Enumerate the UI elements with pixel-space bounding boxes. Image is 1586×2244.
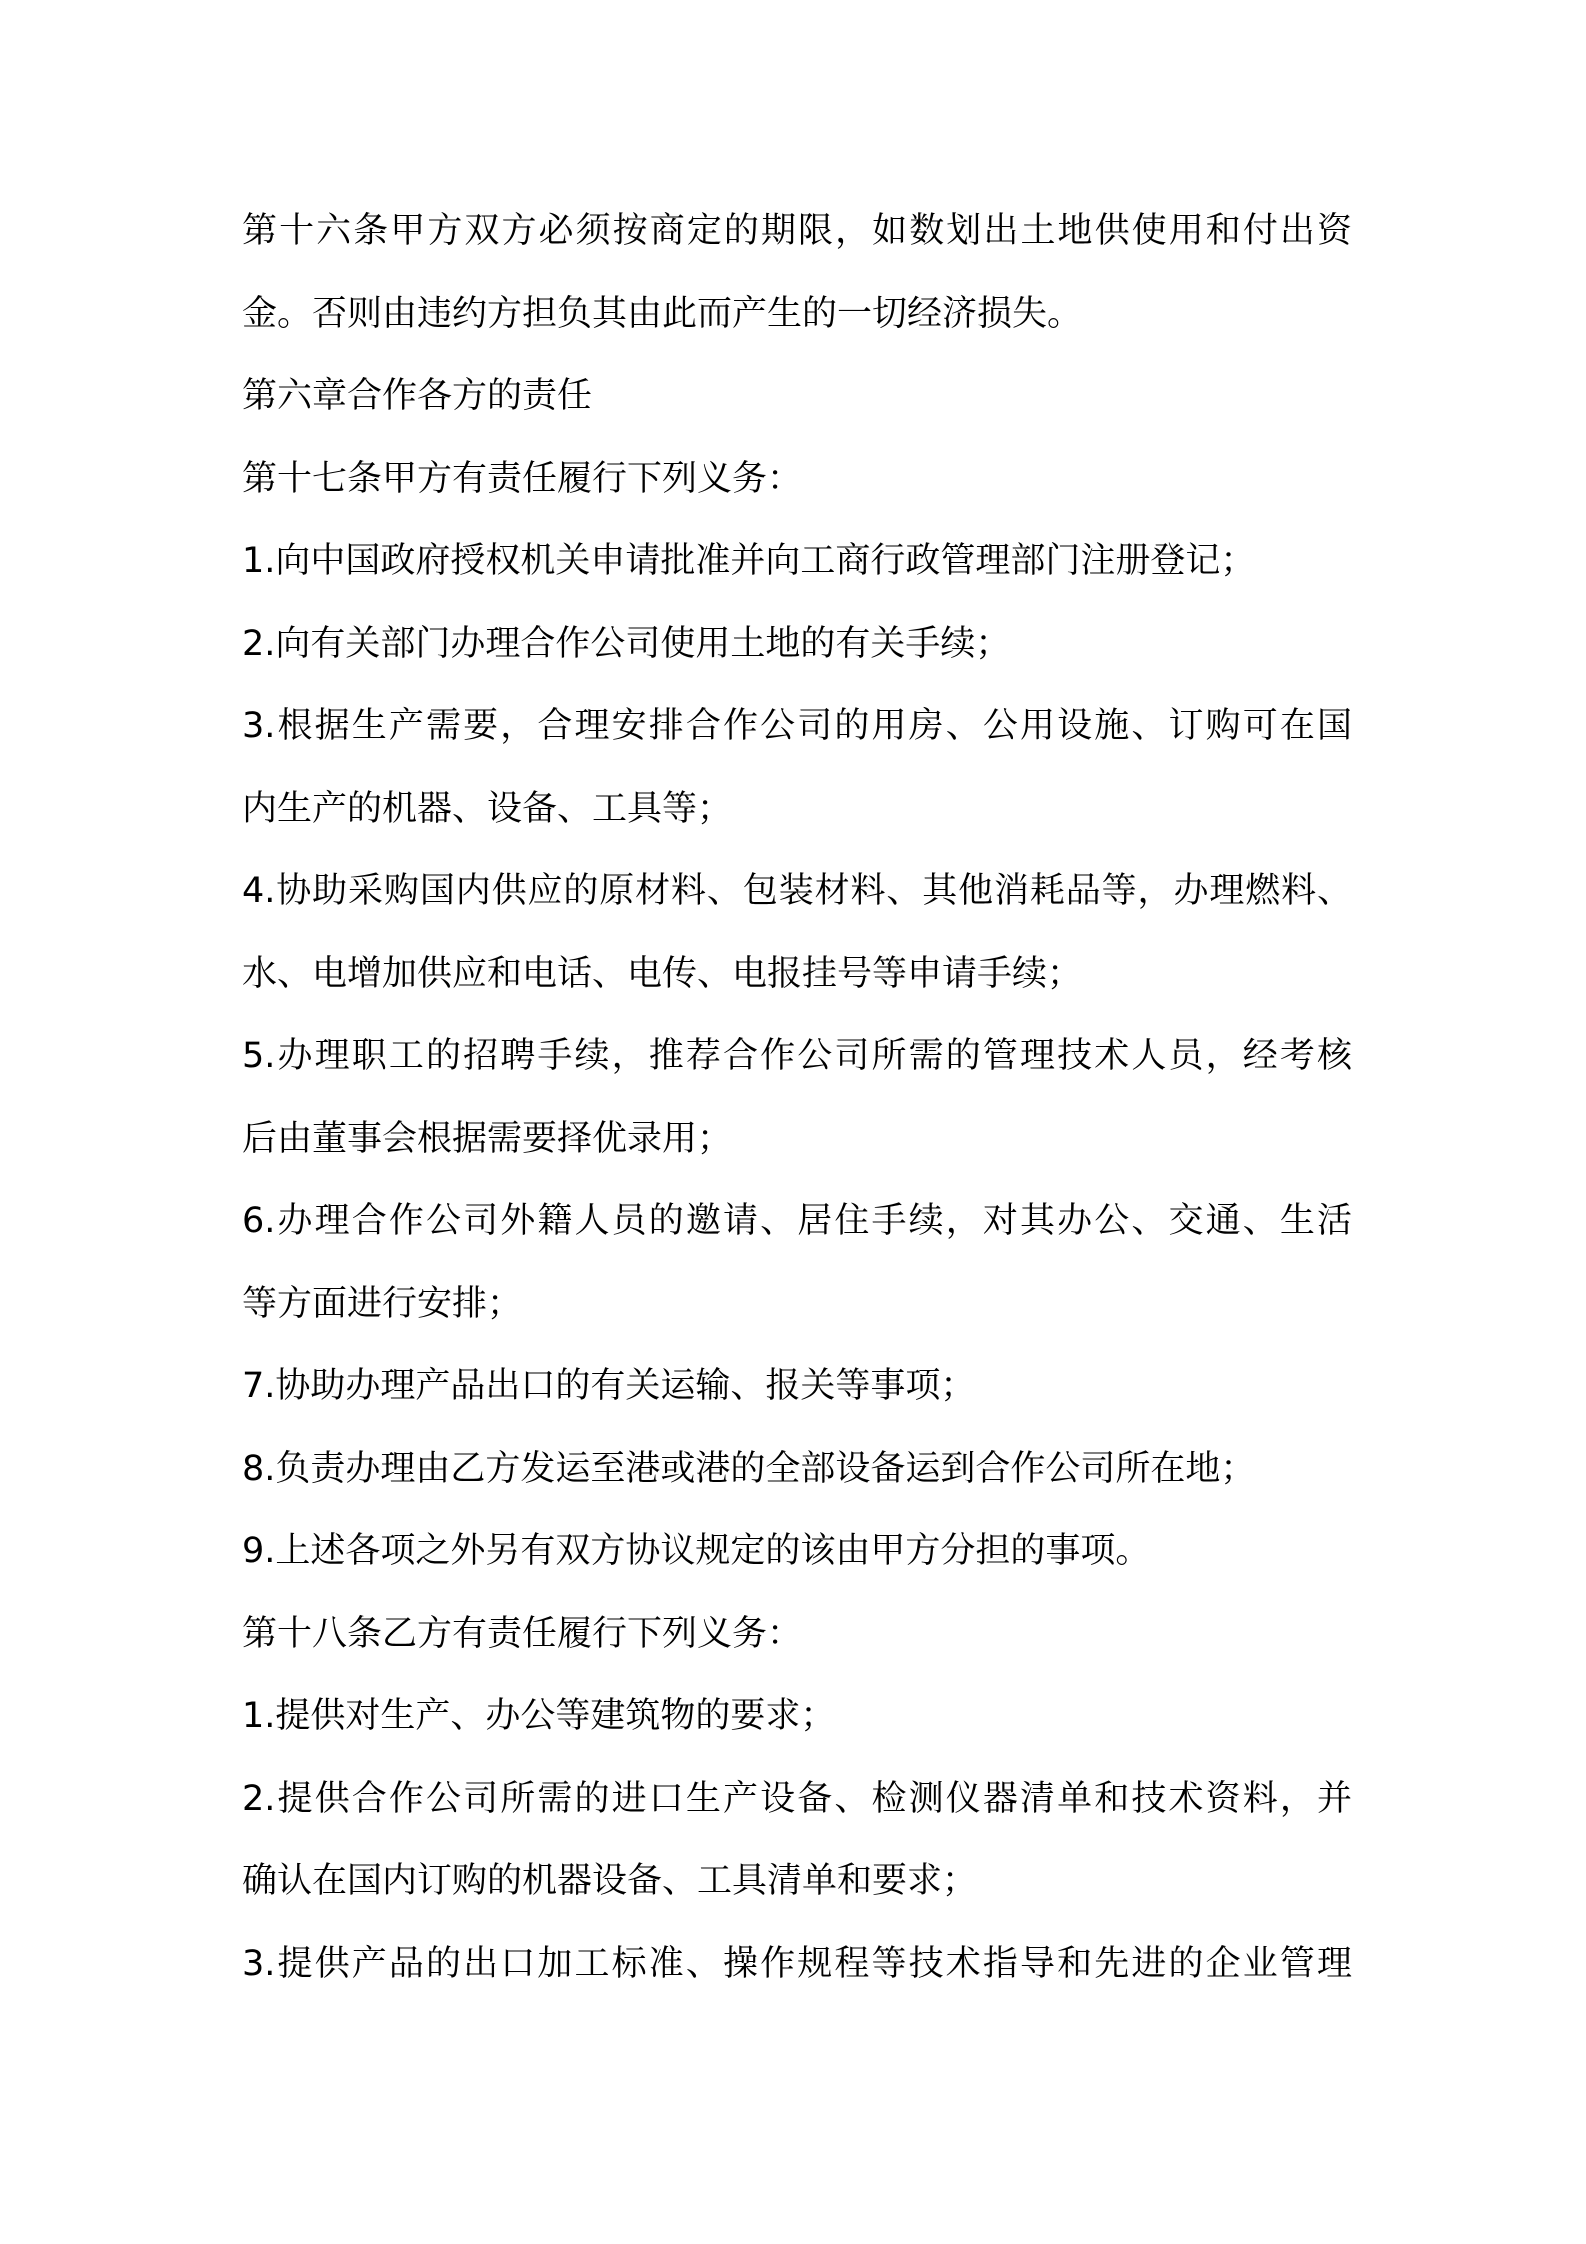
- text-line: 等方面进行安排；: [242, 1283, 523, 1324]
- document-body: [242, 190, 1352, 2005]
- list-item: 6.办理合作公司外籍人员的邀请、居住手续，对其办公、交通、生活: [242, 1201, 1352, 1241]
- list-item: 9.上述各项之外另有双方协议规定的该由甲方分担的事项。: [242, 1531, 1151, 1571]
- list-item: 1.向中国政府授权机关申请批准并向工商行政管理部门注册登记；: [242, 541, 1256, 581]
- list-item: 5.办理职工的招聘手续，推荐合作公司所需的管理技术人员，经考核: [242, 1036, 1352, 1076]
- list-item: 4.协助采购国内供应的原材料、包装材料、其他消耗品等，办理燃料、: [242, 871, 1352, 911]
- article-heading: 第十八条乙方有责任履行下列义务：: [242, 1613, 803, 1654]
- list-item: 3.根据生产需要，合理安排合作公司的用房、公用设施、订购可在国: [242, 706, 1352, 746]
- chapter-heading: 第六章合作各方的责任: [242, 376, 593, 416]
- list-item: 3.提供产品的出口加工标准、操作规程等技术指导和先进的企业管理: [242, 1943, 1352, 1984]
- list-item: 2.提供合作公司所需的进口生产设备、检测仪器清单和技术资料，并: [242, 1778, 1352, 1819]
- text-line: 确认在国内订购的机器设备、工具清单和要求；: [242, 1861, 978, 1901]
- text-line: 内生产的机器、设备、工具等；: [242, 788, 733, 829]
- list-item: 8.负责办理由乙方发运至港或港的全部设备运到合作公司所在地；: [242, 1448, 1256, 1489]
- text-line: 第十六条甲方双方必须按商定的期限，如数划出土地供使用和付出资: [242, 211, 1352, 251]
- list-item: 7.协助办理产品出口的有关运输、报关等事项；: [242, 1366, 976, 1406]
- article-heading: 第十七条甲方有责任履行下列义务：: [242, 458, 803, 499]
- text-line: 金。否则由违约方担负其由此而产生的一切经济损失。: [242, 293, 1083, 334]
- list-item: 2.向有关部门办理合作公司使用土地的有关手续；: [242, 623, 1011, 664]
- list-item: 1.提供对生产、办公等建筑物的要求；: [242, 1696, 836, 1736]
- text-line: 水、电增加供应和电话、电传、电报挂号等申请手续；: [242, 953, 1083, 994]
- text-line: 后由董事会根据需要择优录用；: [242, 1118, 733, 1159]
